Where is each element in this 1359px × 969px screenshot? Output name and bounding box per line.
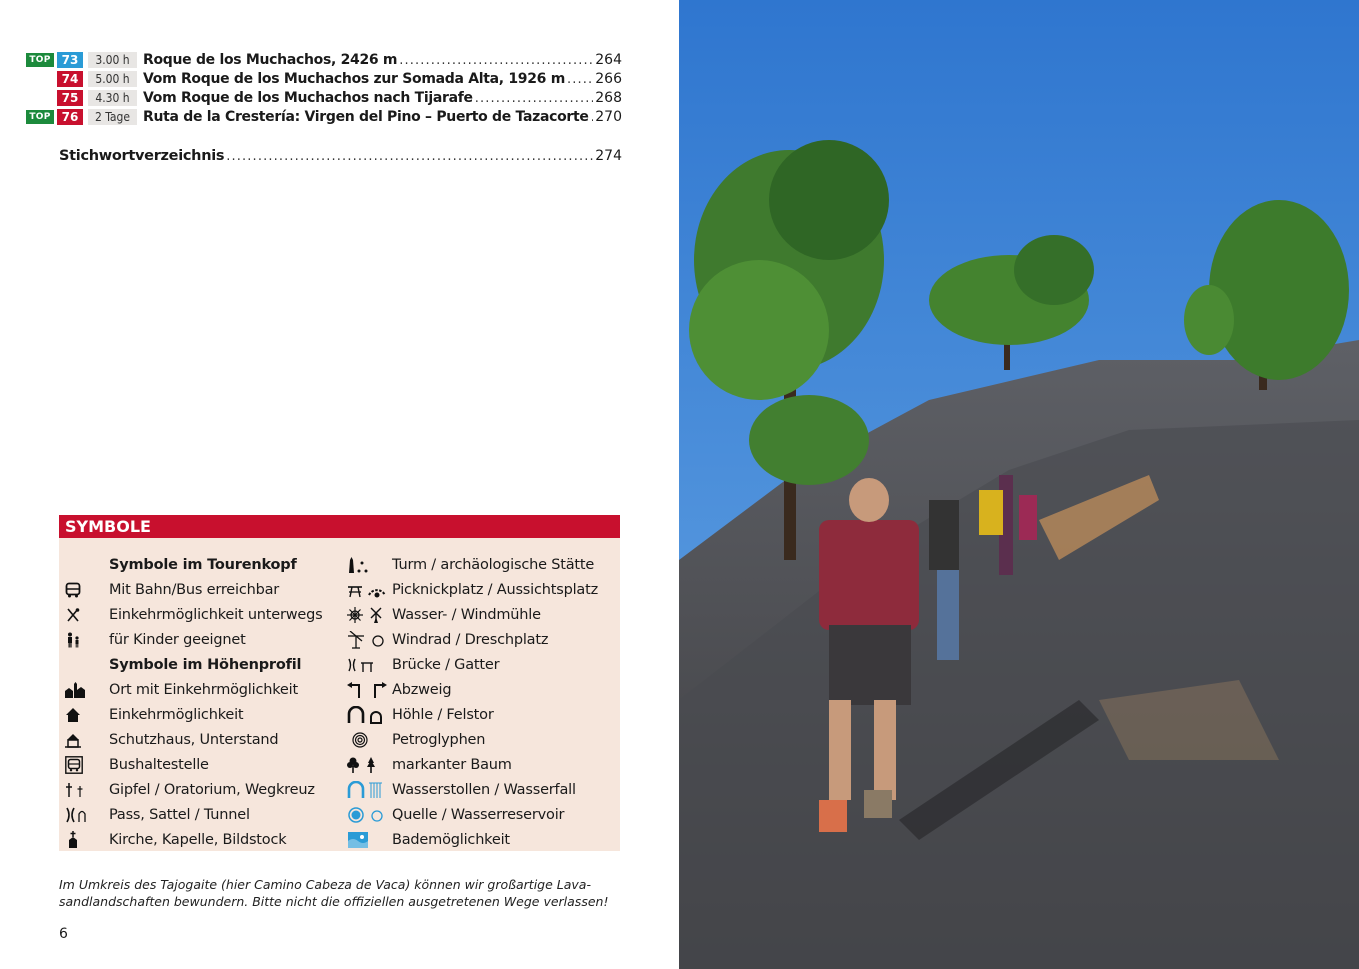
toc-title: Vom Roque de los Muchachos nach Tijarafe — [143, 90, 473, 106]
legend-item: Brücke / Gatter — [347, 652, 617, 677]
index-page-number: 274 — [595, 148, 622, 164]
legend-item: Mit Bahn/Bus erreichbar — [65, 577, 335, 602]
cave-rock-icon — [347, 706, 392, 724]
toc-page-number: 264 — [595, 52, 622, 68]
photo-caption: Im Umkreis des Tajogaite (hier Camino Cabeza de Vaca) können wir großartige Lava-sandlandschaften bewundern. Bitte nicht die offiziellen ausgetretenen Wege verlassen! — [59, 877, 609, 909]
legend-item: Wasser- / Windmühle — [347, 602, 617, 627]
summit-cross-icon — [65, 782, 109, 798]
legend-item: für Kinder geeignet — [65, 627, 335, 652]
hiking-photo — [679, 0, 1359, 969]
petroglyph-icon — [347, 731, 392, 749]
top-badge: TOP — [26, 53, 54, 67]
tower-ruins-icon — [347, 557, 392, 573]
legend-item: Pass, Sattel / Tunnel — [65, 802, 335, 827]
duration-badge: 4.30 h — [88, 90, 137, 106]
legend-item: Gipfel / Oratorium, Wegkreuz — [65, 777, 335, 802]
fork-knife-icon — [65, 607, 109, 623]
top-badge: TOP — [26, 110, 54, 124]
toc-page-number: 268 — [595, 90, 622, 106]
photo-illustration — [679, 0, 1359, 969]
shelter-icon — [65, 732, 109, 748]
legend-heading: Symbole im Höhenprofil — [109, 656, 302, 673]
toc-title: Vom Roque de los Muchachos zur Somada Alta, 1926 m — [143, 71, 565, 87]
tour-number-badge: 74 — [57, 71, 83, 87]
toc-index-entry[interactable] — [59, 146, 622, 166]
toc-entry[interactable] — [26, 89, 622, 107]
windwheel-threshing-icon — [347, 631, 392, 649]
church-icon — [65, 831, 109, 849]
tour-number-badge: 73 — [57, 52, 83, 68]
tour-number-badge: 76 — [57, 109, 83, 125]
legend-item: Kirche, Kapelle, Bildstock — [65, 827, 335, 852]
leader-dots — [226, 149, 593, 164]
junction-icon — [347, 681, 392, 699]
index-title: Stichwortverzeichnis — [59, 148, 225, 164]
legend-item: Bushaltestelle — [65, 752, 335, 777]
duration-badge: 3.00 h — [88, 52, 137, 68]
symbols-right-column — [347, 552, 617, 852]
toc-entry[interactable] — [26, 51, 622, 69]
legend-item: Turm / archäologische Stätte — [347, 552, 617, 577]
family-icon — [65, 632, 109, 648]
watermill-windmill-icon — [347, 606, 392, 624]
legend-item: Einkehrmöglichkeit unterwegs — [65, 602, 335, 627]
house-icon — [65, 707, 109, 723]
symbols-legend — [59, 538, 620, 851]
tour-number-badge: 75 — [57, 90, 83, 106]
legend-item: Wasserstollen / Wasserfall — [347, 777, 617, 802]
legend-heading: Symbole im Tourenkopf — [109, 556, 297, 573]
leader-dots — [591, 110, 594, 125]
toc-page-number: 266 — [595, 71, 622, 87]
duration-badge: 5.00 h — [88, 71, 137, 87]
village-icon — [65, 682, 109, 698]
legend-item: Windrad / Dreschplatz — [347, 627, 617, 652]
toc-entry[interactable] — [26, 108, 622, 126]
bus-icon — [65, 582, 109, 598]
legend-item: Petroglyphen — [347, 727, 617, 752]
legend-item: Abzweig — [347, 677, 617, 702]
bus-stop-icon — [65, 756, 109, 774]
legend-item: Quelle / Wasserreservoir — [347, 802, 617, 827]
page-number: 6 — [59, 926, 68, 942]
symbols-left-column — [65, 552, 335, 852]
toc-page-number: 270 — [595, 109, 622, 125]
tree-icon — [347, 756, 392, 774]
bridge-gate-icon — [347, 657, 392, 673]
legend-item: Picknickplatz / Aussichtsplatz — [347, 577, 617, 602]
top-badge — [26, 72, 54, 86]
toc-title: Ruta de la Crestería: Virgen del Pino – Puerto de Tazacorte — [143, 109, 589, 125]
toc-title: Roque de los Muchachos, 2426 m — [143, 52, 398, 68]
toc-entry[interactable] — [26, 70, 622, 88]
top-badge — [26, 91, 54, 105]
legend-item: markanter Baum — [347, 752, 617, 777]
leader-dots — [475, 91, 594, 106]
legend-item: Schutzhaus, Unterstand — [65, 727, 335, 752]
spring-reservoir-icon — [347, 806, 392, 824]
pass-tunnel-icon — [65, 807, 109, 823]
symbols-header: SYMBOLE — [59, 515, 620, 538]
legend-item: Bademöglichkeit — [347, 827, 617, 852]
leader-dots — [567, 72, 593, 87]
legend-item: Höhle / Felstor — [347, 702, 617, 727]
left-page — [0, 0, 679, 969]
leader-dots — [399, 53, 593, 68]
picnic-viewpoint-icon — [347, 582, 392, 598]
legend-item: Ort mit Einkehrmöglichkeit — [65, 677, 335, 702]
watergallery-waterfall-icon — [347, 781, 392, 799]
bathing-icon — [347, 831, 392, 849]
hiker-red-shirt — [819, 520, 919, 630]
duration-badge: 2 Tage — [88, 109, 137, 125]
legend-item: Einkehrmöglichkeit — [65, 702, 335, 727]
